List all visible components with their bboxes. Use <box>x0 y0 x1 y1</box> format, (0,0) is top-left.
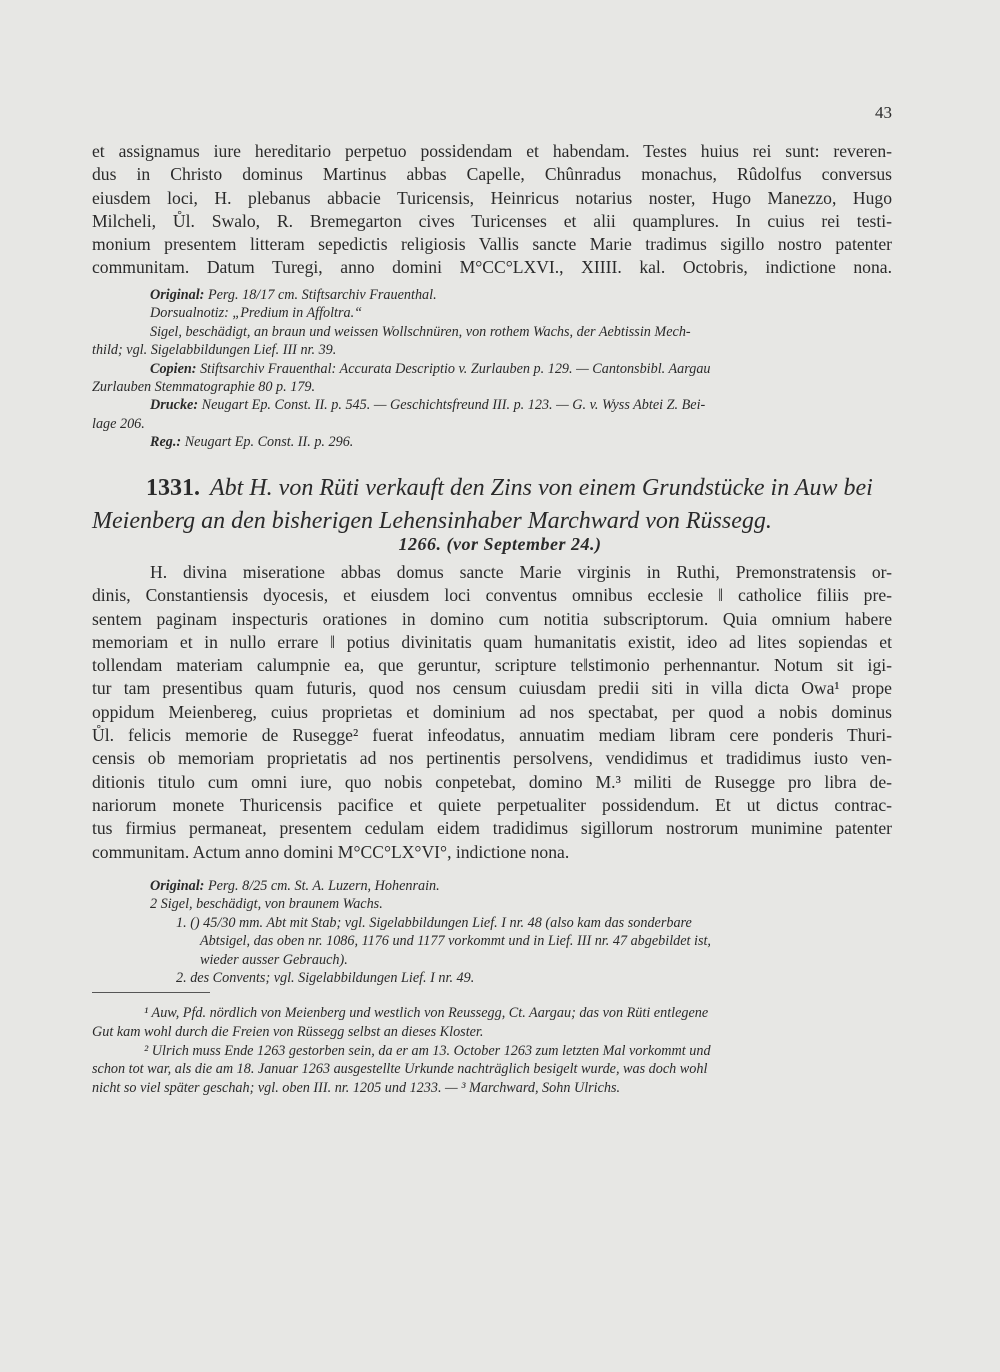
charter-text-ending <box>92 140 892 280</box>
note-line <box>92 895 892 913</box>
note-text: thild; vgl. Sigelabbildungen Lief. III nr. 39. <box>92 342 337 359</box>
text-line: oppidum Meienbereg, cuius proprietas et dominium ad nos spectabat, per quod a nobis dominus <box>92 701 892 722</box>
text-line: monium presentem litteram sepedictis religiosis Vallis sancte Marie tradimus sigillo nostro patenter <box>92 234 892 255</box>
note-text: Neugart Ep. Const. II. p. 296. <box>181 434 354 451</box>
text-line: censis ob memoriam proprietatis ad nos pertinentis persolvens, vendidimus et tradidimus iusto ven- <box>92 748 892 769</box>
page-number: 43 <box>875 103 892 122</box>
charter-number: 1331. <box>146 475 200 501</box>
text-line: H. divina miseratione abbas domus sancte Marie virginis in Ruthi, Premonstratensis or- <box>150 562 892 582</box>
note-line <box>92 323 892 341</box>
text-line: dinis, Constantiensis dyocesis, et eiusdem loci conventus omnibus ecclesie ‖ catholice filiis pre- <box>92 585 892 606</box>
note-key: Original: <box>150 287 205 303</box>
note-text: Dorsualnotiz: „Predium in Affoltra.“ <box>150 305 363 322</box>
charter-heading <box>92 472 892 538</box>
text-line: et assignamus iure hereditario perpetuo possidendam et habendam. Testes huius rei sunt: reveren- <box>92 141 892 161</box>
footnote-rule <box>92 992 210 993</box>
charter-title-line-1: Abt H. von Rüti verkauft den Zins von einem Grundstücke in Auw bei <box>210 475 873 501</box>
footnotes <box>92 1004 892 1098</box>
note-line <box>92 341 892 359</box>
text-line: communitam. Datum Turegi, anno domini M°CC°LXVI., XIIII. kal. Octobris, indictione nona. <box>92 257 892 278</box>
text-line: Milcheli, Ůl. Swalo, R. Bremegarton cives Turicenses et alii quamplures. In cuius rei testi- <box>92 210 892 231</box>
text-line: dus in Christo dominus Martinus abbas Capelle, Chûnradus monachus, Rûdolfus conversus <box>92 164 892 185</box>
note-line <box>92 433 892 451</box>
note-text: Perg. 8/25 cm. St. A. Luzern, Hohenrain. <box>204 878 440 894</box>
note-line <box>92 969 892 987</box>
note-text: Perg. 18/17 cm. Stiftsarchiv Frauenthal. <box>204 287 437 303</box>
note-text: wieder ausser Gebrauch). <box>200 951 348 968</box>
note-line <box>92 877 892 895</box>
note-line <box>92 396 892 414</box>
note-text: Zurlauben Stemmatographie 80 p. 179. <box>92 378 316 395</box>
note-text: Sigel, beschädigt, an braun und weissen Wollschnüren, von rothem Wachs, der Aebtissin Mech- <box>150 323 691 340</box>
text-line: tus firmius permaneat, presentem cedulam eidem tradidimus sigillorum nostrorum munimine patenter <box>92 818 892 839</box>
note-line <box>92 360 892 378</box>
text-line: Ůl. felicis memorie de Rusegge² fuerat infeodatus, annuatim mediam libram cere ponderis Thuri- <box>92 725 892 746</box>
charter-text <box>92 561 892 864</box>
note-text: Abtsigel, das oben nr. 1086, 1176 und 1177 vorkommt und in Lief. III nr. 47 abgebildet ist, <box>200 933 711 950</box>
charter-title-line-2: Meienberg an den bisherigen Lehensinhaber Marchward von Rüssegg. <box>92 508 772 534</box>
text-line: eiusdem loci, H. plebanus abbacie Turicensis, Heinricus notarius noster, Hugo Manezzo, Hugo <box>92 187 892 208</box>
note-text: Neugart Ep. Const. II. p. 545. — Geschichtsfreund III. p. 123. — G. v. Wyss Abtei Z. Bei- <box>198 397 706 414</box>
note-text: 2 Sigel, beschädigt, von braunem Wachs. <box>150 896 383 913</box>
text-line: ditionis titulo cum omni iure, quo nobis conpetebat, domino M.³ militi de Rusegge pro libra de- <box>92 771 892 792</box>
text-line: tur tam presentibus quam futuris, quod nos censum cuiusdam predii siti in villa dicta Owa¹ prope <box>92 678 892 699</box>
charter-date: 1266. (vor September 24.) <box>398 534 602 554</box>
note-line <box>92 286 892 304</box>
footnote-line: nicht so viel später geschah; vgl. oben III. nr. 1205 und 1233. — ³ Marchward, Sohn Ulrichs. <box>92 1080 621 1097</box>
note-line <box>92 951 892 969</box>
charter-notes <box>92 286 892 452</box>
note-line <box>92 932 892 950</box>
charter-notes-2 <box>92 877 892 987</box>
note-key: Original: <box>150 878 205 894</box>
footnote-line: ² Ulrich muss Ende 1263 gestorben sein, da er am 13. October 1263 zum letzten Mal vorkommt und <box>144 1042 711 1059</box>
note-key: Copien: <box>150 360 197 377</box>
note-line <box>92 304 892 322</box>
text-line: sentem paginam inspecturis orationes in domino cum notitia subscriptorum. Quia omnium habere <box>92 608 892 629</box>
note-line <box>92 914 892 932</box>
note-text: Stiftsarchiv Frauenthal: Accurata Descriptio v. Zurlauben p. 129. — Cantonsbibl. Aargau <box>196 360 711 377</box>
footnote-line: ¹ Auw, Pfd. nördlich von Meienberg und westlich von Reussegg, Ct. Aargau; das von Rüti entlegene <box>144 1005 709 1021</box>
note-key: Drucke: <box>150 397 199 414</box>
text-line: tollendam materiam calumpnie ea, que geruntur, scripture te‖stimonio perhennantur. Notum sit igi- <box>92 655 892 676</box>
footnote-line: Gut kam wohl durch die Freien von Rüssegg selbst an dieses Kloster. <box>92 1023 484 1040</box>
footnote-line: schon tot war, als die am 18. Januar 1263 ausgestellte Urkunde nachträglich besigelt wurde, was doch wohl <box>92 1061 708 1078</box>
text-line: communitam. Actum anno domini M°CC°LX°VI°, indictione nona. <box>92 841 570 862</box>
note-text: 2. des Convents; vgl. Sigelabbildungen Lief. I nr. 49. <box>176 969 475 986</box>
note-line <box>92 378 892 396</box>
text-line: memoriam et in nullo errare ‖ potius divinitatis quam humanitatis existit, ideo ad lites sopiendas et <box>92 631 892 652</box>
note-text: 1. () 45/30 mm. Abt mit Stab; vgl. Sigelabbildungen Lief. I nr. 48 (also kam das sonderbare <box>176 914 692 931</box>
text-line: nariorum monete Thuricensis pacifice et quiete perpetualiter possidendum. Et ut dictus contrac- <box>92 794 892 815</box>
note-key: Reg.: <box>150 434 182 451</box>
note-line <box>92 415 892 433</box>
note-text: lage 206. <box>92 415 145 432</box>
